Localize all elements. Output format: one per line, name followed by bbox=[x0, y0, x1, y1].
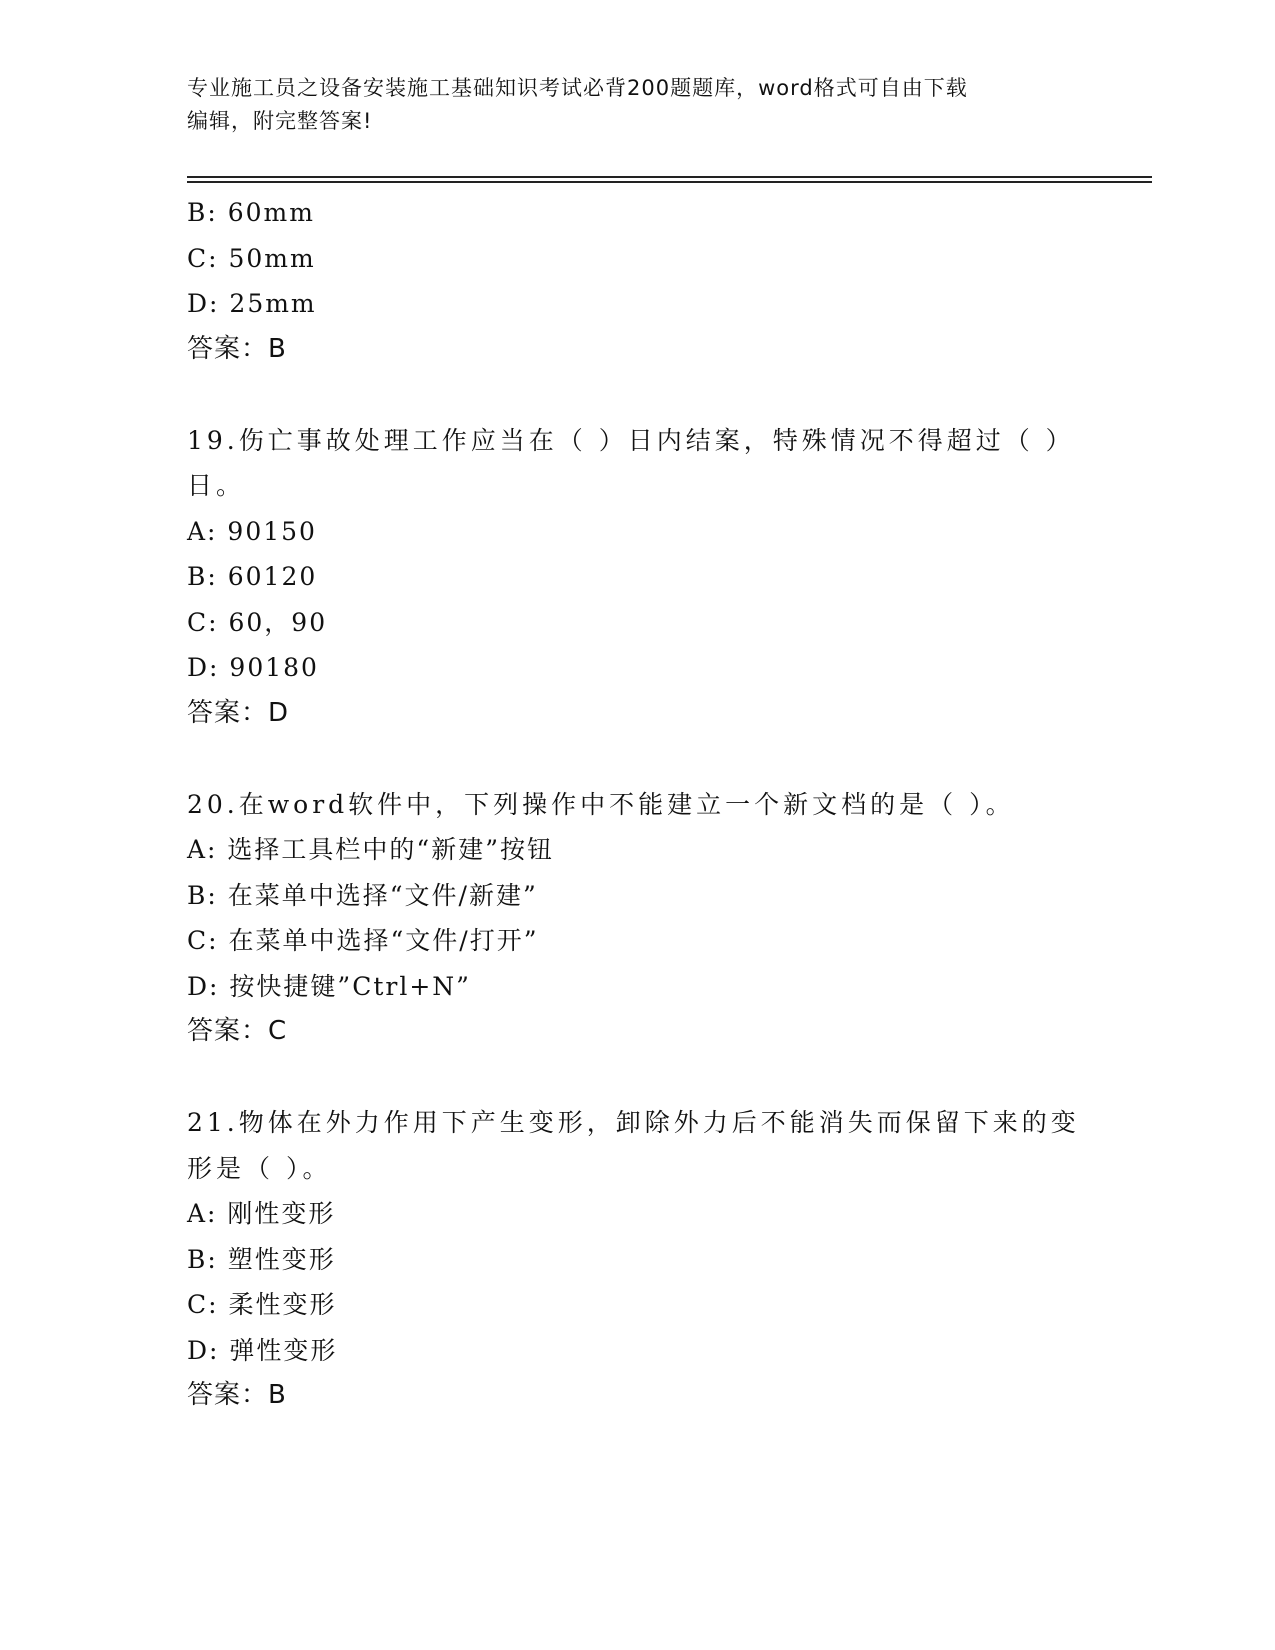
spacer bbox=[187, 736, 1087, 782]
option-d: D: 25mm bbox=[187, 289, 317, 318]
question-block-18-continued bbox=[187, 190, 1087, 372]
option-a: A: 90150 bbox=[187, 516, 317, 546]
question-text-line-2: 日。 bbox=[187, 471, 246, 500]
header-divider-top bbox=[187, 176, 1152, 178]
question-text-line-1: 20.在word软件中，下列操作中不能建立一个新文档的是（ ）。 bbox=[187, 789, 1015, 819]
question-block-19 bbox=[187, 418, 1087, 737]
answer-label: 答案：B bbox=[187, 333, 287, 364]
header-title-line-2: 编辑，附完整答案! bbox=[187, 109, 373, 133]
question-list bbox=[187, 190, 1087, 1419]
spacer bbox=[187, 372, 1087, 418]
spacer bbox=[187, 1055, 1087, 1101]
option-a: A: 刚性变形 bbox=[187, 1199, 336, 1228]
header-divider-bottom bbox=[187, 181, 1152, 183]
option-a: A: 选择工具栏中的“新建”按钮 bbox=[187, 835, 554, 864]
option-c: C: 50mm bbox=[187, 243, 316, 273]
question-text-line-2: 形是（ ）。 bbox=[187, 1153, 332, 1183]
option-d: D: 弹性变形 bbox=[187, 1335, 338, 1365]
option-b: B: 在菜单中选择“文件/新建” bbox=[187, 880, 538, 910]
option-b: B: 塑性变形 bbox=[187, 1244, 336, 1274]
question-block-20 bbox=[187, 782, 1087, 1055]
question-text-line-1: 21.物体在外力作用下产生变形，卸除外力后不能消失而保留下来的变 bbox=[187, 1108, 1080, 1137]
option-b: B: 60mm bbox=[187, 198, 315, 227]
option-d: D: 按快捷键”Ctrl+N” bbox=[187, 971, 471, 1001]
option-c: C: 在菜单中选择“文件/打开” bbox=[187, 926, 539, 955]
option-d: D: 90180 bbox=[187, 653, 319, 682]
header-title-line-1: 专业施工员之设备安装施工基础知识考试必背200题题库，word格式可自由下载 bbox=[187, 76, 968, 100]
answer-label: 答案：C bbox=[187, 1016, 288, 1046]
question-block-21 bbox=[187, 1100, 1087, 1419]
answer-label: 答案：B bbox=[187, 1380, 287, 1410]
option-c: C: 60，90 bbox=[187, 607, 328, 637]
question-text-line-1: 19.伤亡事故处理工作应当在（ ）日内结案，特殊情况不得超过（ ） bbox=[187, 425, 1075, 455]
answer-label: 答案：D bbox=[187, 697, 290, 728]
option-b: B: 60120 bbox=[187, 562, 318, 591]
option-c: C: 柔性变形 bbox=[187, 1290, 337, 1319]
document-header bbox=[187, 72, 1067, 138]
